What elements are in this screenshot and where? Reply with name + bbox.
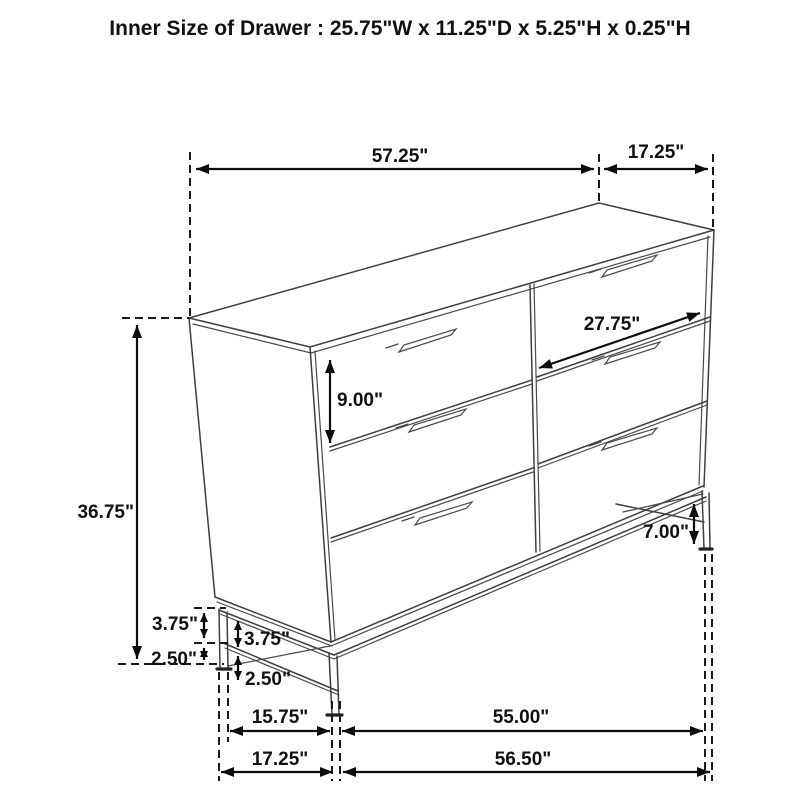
dim-drawer-width-label: 27.75" (583, 314, 641, 335)
dim-leg-height-label: 7.00" (643, 522, 689, 543)
dimension-frame-upper-gap-inner (238, 621, 290, 650)
dim-base-width-outer-label: 56.50" (494, 749, 552, 770)
dim-base-width-inner-label: 55.00" (492, 707, 550, 728)
base-frame (219, 494, 706, 695)
dimension-leg-height (643, 504, 694, 544)
dimension-top-depth (604, 142, 708, 169)
dimension-base-width-outer (343, 749, 710, 772)
extension-lines (118, 152, 713, 781)
drawer-grid (330, 230, 714, 646)
dim-top-width-label: 57.25" (371, 146, 429, 167)
dimension-frame-upper-gap-outer (152, 613, 204, 638)
dim-base-depth-inner-label: 15.75" (251, 707, 309, 728)
dimension-base-width-inner (342, 707, 703, 731)
dimension-drawer-height (330, 360, 383, 443)
dim-base-depth-outer-label: 17.25" (251, 749, 309, 770)
dimension-top-width (196, 146, 594, 169)
dim-frame-lower-gap-inner-label: 2.50" (245, 669, 291, 690)
dim-drawer-height-label: 9.00" (337, 390, 383, 411)
dimension-overall-height (77, 325, 137, 659)
dim-frame-lower-gap-outer-label: 2.50" (151, 649, 197, 670)
dimension-base-depth-outer (221, 749, 333, 772)
dim-frame-upper-gap-inner-label: 3.75" (244, 629, 290, 650)
drawer-handles (386, 255, 660, 525)
dimension-base-depth-inner (230, 707, 330, 731)
dim-overall-height-label: 36.75" (77, 502, 134, 523)
dim-frame-upper-gap-outer-label: 3.75" (152, 614, 198, 635)
diagram-title: Inner Size of Drawer : 25.75"W x 11.25"D x 5.25"H x 0.25"H (109, 17, 691, 40)
dim-top-depth-label: 17.25" (627, 142, 685, 163)
side-panel (189, 318, 335, 646)
dimension-frame-lower-gap-outer (151, 648, 204, 670)
